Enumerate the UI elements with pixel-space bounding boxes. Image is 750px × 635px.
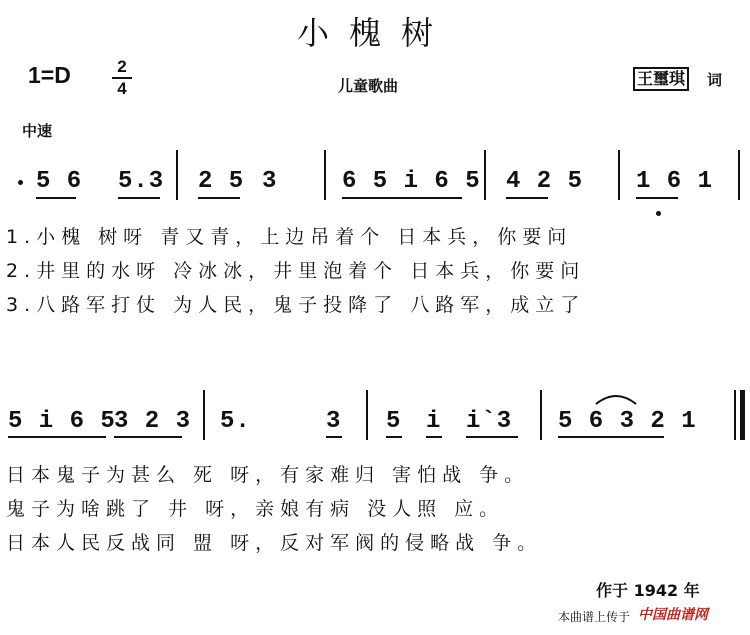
composition-date: 作于 1942 年: [596, 581, 700, 600]
notes-group: 3: [262, 168, 278, 195]
final-barline-thick: [740, 390, 745, 440]
beam-underline: [342, 197, 462, 199]
barline: [738, 150, 740, 200]
beam-underline: [386, 436, 402, 438]
lyric-verse-3: 3.八路军打仗 为人民，鬼子投降了 八路军，成立了: [6, 294, 586, 316]
beam-underline: [636, 197, 678, 199]
notes-group: 2 5: [198, 168, 245, 195]
beam-underline: [466, 436, 518, 438]
lyric-verse-2: 2.井里的水呀 冷冰冰，井里泡着个 日本兵，你要问: [6, 260, 586, 282]
notes-group: 1 6 1: [636, 168, 714, 195]
notes-group: 5 i 6 5: [8, 408, 116, 435]
beam-underline: [326, 436, 342, 438]
barline: [176, 150, 178, 200]
lyricist-role: 词: [707, 71, 723, 89]
beam-underline: [36, 197, 76, 199]
time-signature-bottom: 4: [117, 79, 127, 98]
upload-note: 本曲谱上传于: [558, 610, 631, 624]
beam-underline: [506, 197, 548, 199]
barline: [366, 390, 368, 440]
notes-group: i`3: [466, 408, 513, 435]
tempo-marking: 中速: [22, 122, 53, 140]
final-barline-thin: [734, 390, 736, 440]
notes-group: 5.3: [118, 168, 165, 195]
beam-underline: [8, 436, 106, 438]
notes-group: 3 2 3: [114, 408, 192, 435]
slur-arc: [594, 392, 638, 406]
pickup-dot: [18, 180, 23, 185]
beam-underline: [558, 436, 664, 438]
lyric-verse-2: 鬼子为啥跳了 井 呀，亲娘有病 没人照 应。: [6, 498, 505, 520]
site-watermark: 中国曲谱网: [638, 607, 708, 623]
song-title: 小槐树: [296, 14, 453, 52]
notes-group: 6 5 i 6 5: [342, 168, 481, 195]
lyricist-name: 王璽琪: [633, 67, 689, 91]
notes-group: 5 6: [36, 168, 83, 195]
barline: [324, 150, 326, 200]
notes-group: 4 2 5: [506, 168, 584, 195]
notes-group: 5 6 3 2 1: [558, 408, 697, 435]
beam-underline: [114, 436, 182, 438]
beam-underline: [198, 197, 240, 199]
lower-octave-dot: [656, 211, 661, 216]
barline: [203, 390, 205, 440]
notes-group: i: [426, 408, 442, 435]
notes-group: 5: [386, 408, 402, 435]
beam-underline: [118, 197, 160, 199]
barline: [484, 150, 486, 200]
barline: [540, 390, 542, 440]
genre-label: 儿童歌曲: [338, 77, 399, 95]
lyric-verse-3: 日本人民反战同 盟 呀，反对军阀的侵略战 争。: [6, 532, 543, 554]
time-signature-top: 2: [117, 57, 127, 76]
lyric-verse-1: 1.小槐 树呀 青又青，上边吊着个 日本兵，你要问: [6, 226, 573, 248]
notes-group: 5.: [220, 408, 251, 435]
lyric-verse-1: 日本鬼子为甚么 死 呀，有家难归 害怕战 争。: [6, 464, 530, 486]
notes-group: 3: [326, 408, 342, 435]
key-signature: 1=D: [28, 62, 71, 88]
barline: [618, 150, 620, 200]
beam-underline: [426, 436, 442, 438]
time-signature: [112, 58, 132, 98]
